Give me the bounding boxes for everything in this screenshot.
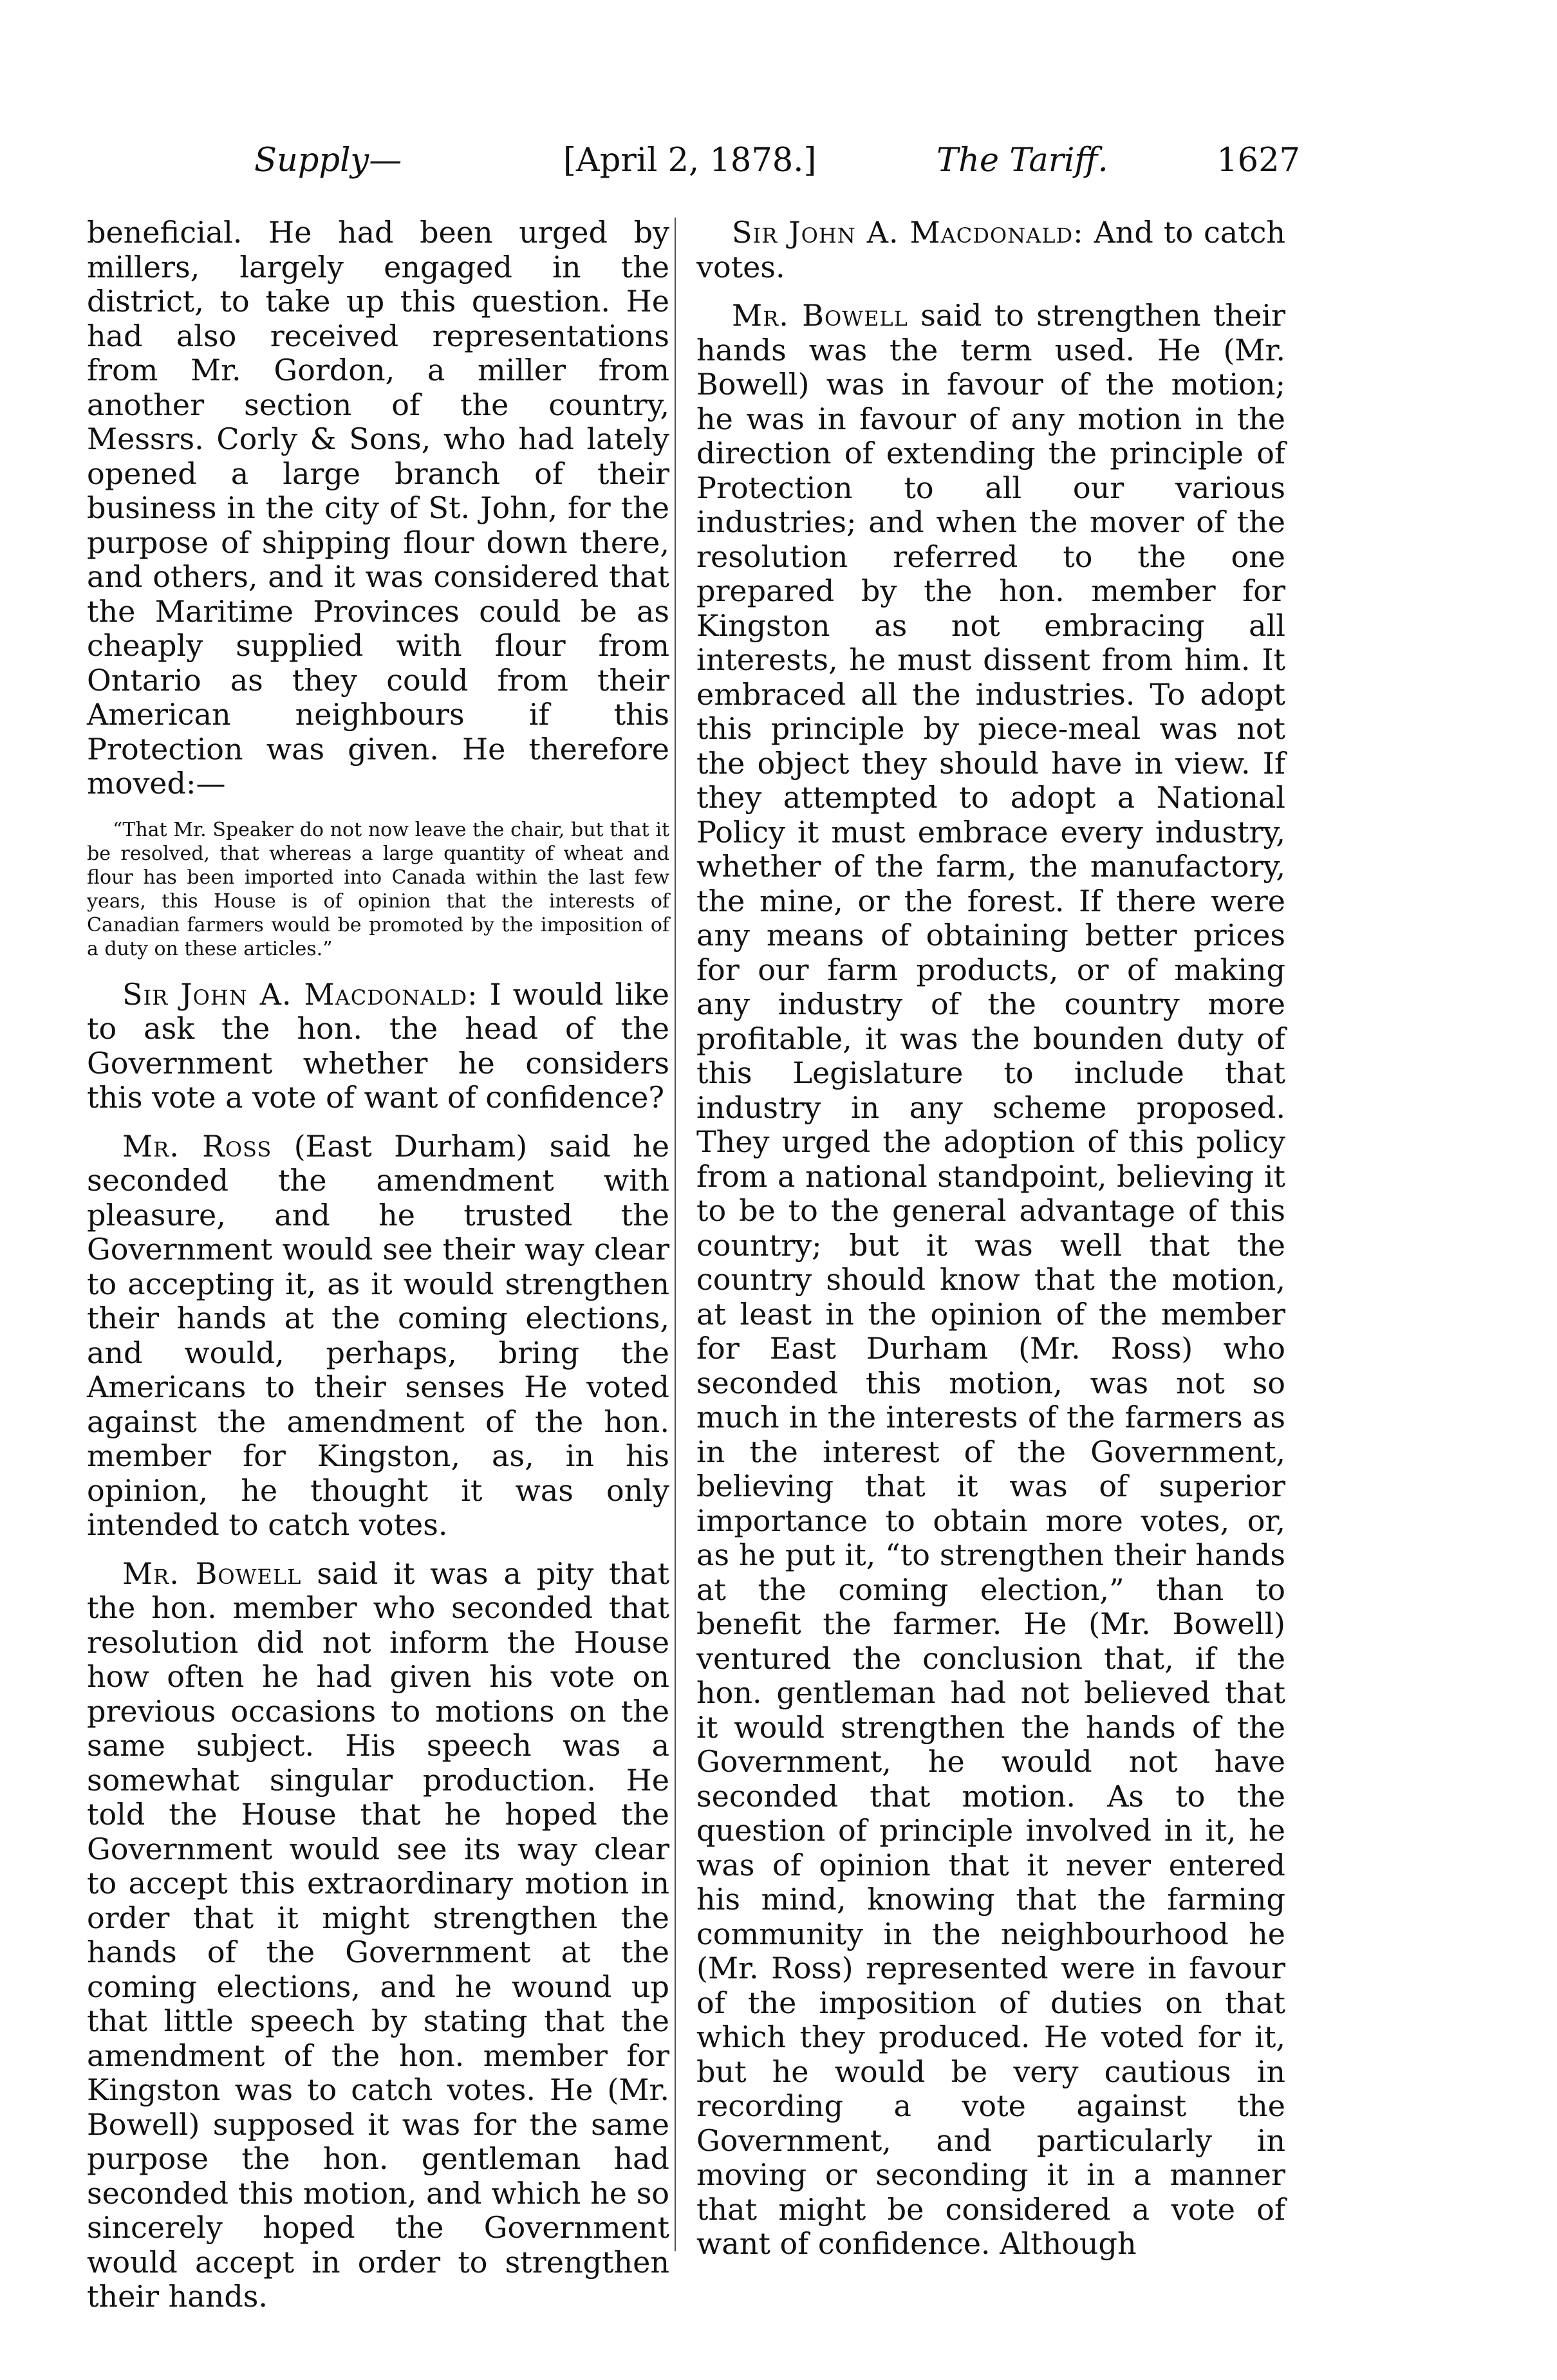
speech-paragraph <box>696 216 1285 284</box>
speech-paragraph <box>87 1557 669 2314</box>
speech-text: I would like to ask the hon. the head of the Government whether he considers this vote a vote of want of confidence? <box>87 976 669 1115</box>
header-section: Supply— <box>254 142 402 180</box>
speech-text: (East Durham) said he seconded the amendment with pleasure, and he trusted the Government would see their way clear to accepting it, as it would strengthen their hands at the coming elections, and would, perhaps, bring the Americans to their senses He voted against the amendment of the hon. member for Kingston, as, in his opinion, he thought it was only intended to catch votes. <box>87 1128 670 1542</box>
quoted-motion: “That Mr. Speaker do not now leave the chair, but that it be resolved, that whereas a large quantity of wheat and flour has been imported into Canada within the last few years, this House is of opinion that the interests of Canadian farmers would be promoted by the imposition of a duty on these articles.” <box>87 818 669 960</box>
column-divider <box>675 218 676 2251</box>
left-column <box>87 216 669 2329</box>
speech-paragraph <box>696 299 1285 2262</box>
right-column <box>696 216 1285 2276</box>
page-number: 1627 <box>1217 142 1300 180</box>
speech-text: said it was a pity that the hon. member who seconded that resolution did not inform the House how often he had given his vote on previous occasions to motions on the same subject. His speech was a somewhat singular production. He told the House that he hoped the Government would see its way clear to accept this extraordinary motion in order that it might strengthen the hands of the Government at the coming elections, and he wound up that little speech by stating that the amendment of the hon. member for Kingston was to catch votes. He (Mr. Bowell) supposed it was for the same purpose the hon. gentleman had seconded this motion, and which he so sincerely hoped the Government would accept in order to strengthen their hands. <box>87 1556 670 2314</box>
header-topic: The Tariff. <box>937 142 1108 180</box>
speaker-name: Mr. Bowell <box>732 298 908 333</box>
speech-paragraph <box>87 978 669 1115</box>
speech-text: And to catch votes. <box>696 215 1286 284</box>
page-header <box>254 132 1300 190</box>
speech-paragraph <box>87 1130 669 1543</box>
speaker-name: Mr. Ross <box>122 1128 272 1164</box>
header-date: [April 2, 1878.] <box>563 142 817 180</box>
speaker-name: Sir John A. Macdonald: <box>122 976 478 1012</box>
paragraph: beneficial. He had been urged by millers, largely engaged in the district, to take up this question. He had also received representations from Mr. Gordon, a miller from another section of the country, Messrs. Corly & Sons, who had lately opened a large branch of their business in the city of St. John, for the purpose of shipping flour down there, and others, and it was considered that the Maritime Provinces could be as cheaply supplied with flour from Ontario as they could from their American neighbours if this Protection was given. He therefore moved:— <box>87 215 669 801</box>
speech-text: said to strengthen their hands was the term used. He (Mr. Bowell) was in favour of the motion; he was in favour of any motion in the direction of extending the principle of Protection to all our various industries; and when the mover of the resolution referred to the one prepared by the hon. member for Kingston as not embracing all interests, he must dissent from him. It embraced all the industries. To adopt this principle by piece-meal was not the object they should have in view. If they attempted to adopt a National Policy it must embrace every industry, whether of the farm, the manufactory, the mine, or the forest. If there were any means of obtaining better prices for our farm products, or of making any industry of the country more profitable, it was the bounden duty of this Legislature to include that industry in any scheme proposed. They urged the adoption of this policy from a national standpoint, believing it to be to the general advantage of this country; but it was well that the country should know that the motion, at least in the opinion of the member for East Durham (Mr. Ross) who seconded this motion, was not so much in the interests of the farmers as in the interest of the Government, believing that it was of superior importance to obtain more votes, or, as he put it, “to strengthen their hands at the coming election,” than to benefit the farmer. He (Mr. Bowell) ventured the conclusion that, if the hon. gentleman had not believed that it would strengthen the hands of the Government, he would not have seconded that motion. As to the question of principle involved in it, he was of opinion that it never entered his mind, knowing that the farming community in the neighbourhood he (Mr. Ross) represented were in favour of the imposition of duties on that which they produced. He voted for it, but he would be very cautious in recording a vote against the Government, and particularly in moving or seconding it in a manner that might be considered a vote of want of confidence. Although <box>696 298 1286 2261</box>
speaker-name: Mr. Bowell <box>122 1556 302 1591</box>
speaker-name: Sir John A. Macdonald: <box>732 215 1084 250</box>
